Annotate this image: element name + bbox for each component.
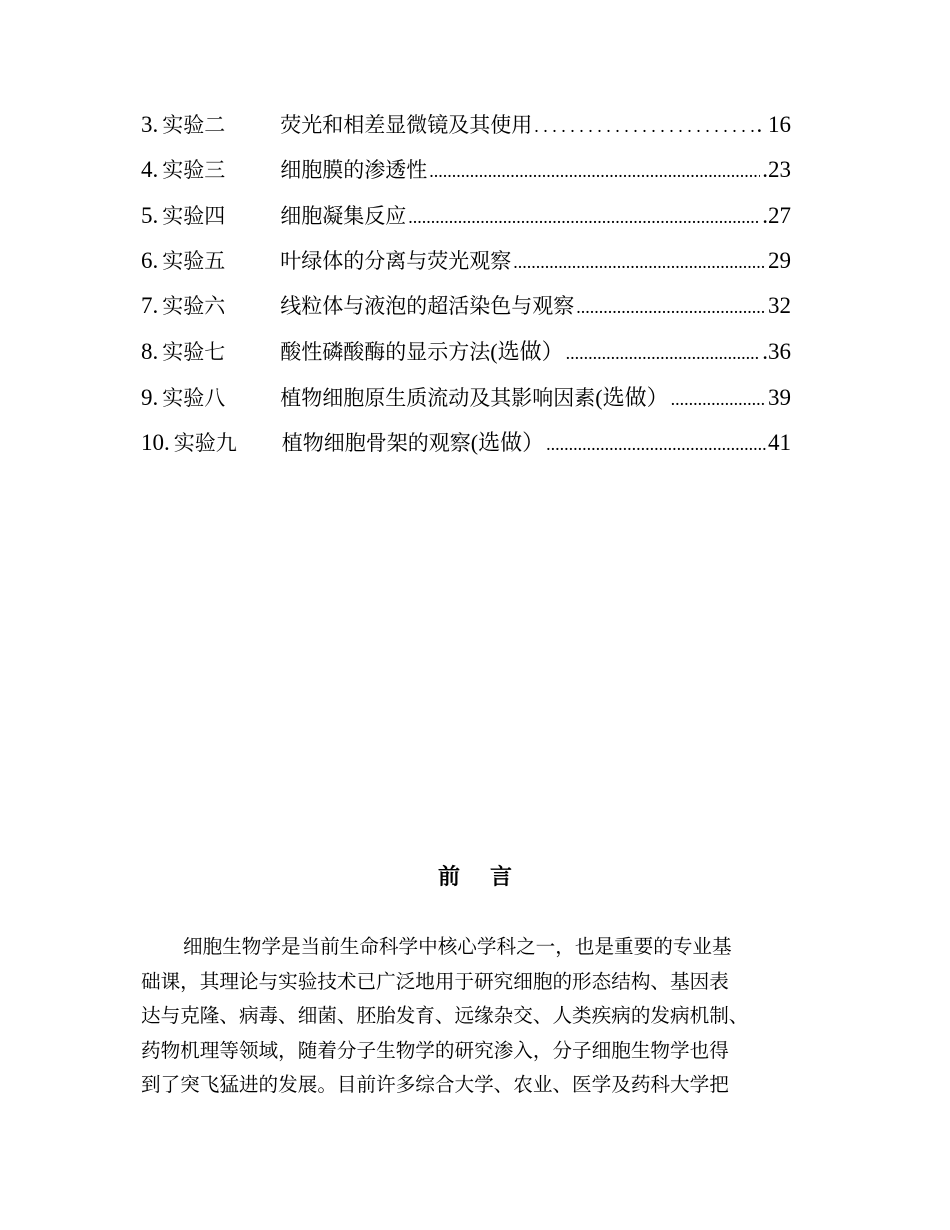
toc-entry-title: 植物细胞原生质流动及其影响因素 (280, 385, 596, 410)
preface-line: 细胞生物学是当前生命科学中核心学科之一，也是重要的专业基 (183, 935, 732, 958)
toc-entry-title: 细胞凝集反应 (280, 203, 407, 228)
toc-entry-experiment: 实验三 (162, 158, 226, 183)
toc-entry-optional-note: (选做） (470, 430, 545, 456)
toc-entry-experiment: 实验二 (162, 113, 226, 137)
toc-entry-title: 细胞膜的渗透性 (280, 158, 428, 183)
toc-entry-number: 9. (141, 384, 159, 410)
toc-entry-title: 叶绿体的分离与荧光观察 (280, 248, 512, 273)
preface-heading: 前言 (437, 865, 542, 890)
toc-entry-page: 32 (768, 293, 791, 319)
preface-paragraph (141, 930, 806, 1103)
toc-entry-number: 4. (141, 157, 159, 183)
toc-entry[interactable] (141, 245, 791, 290)
toc-entry-page: . 16 (756, 112, 791, 137)
toc-entry-experiment: 实验五 (162, 248, 226, 273)
toc-leader-dots (671, 389, 766, 410)
toc-entry-title: 荧光和相差显微镜及其使用 (280, 113, 533, 137)
toc-entry-experiment: 实验四 (162, 203, 226, 228)
toc-leader-dots (429, 161, 760, 182)
toc-entry[interactable] (141, 154, 791, 199)
toc-leader-dots (546, 434, 766, 455)
toc-entry[interactable] (141, 290, 791, 335)
toc-entry[interactable] (141, 109, 791, 154)
toc-entry-experiment: 实验九 (173, 431, 237, 456)
toc-entry-page: .23 (762, 157, 791, 183)
toc-entry-experiment: 实验七 (162, 340, 226, 365)
toc-entry-page: 39 (768, 384, 791, 410)
toc-entry-optional-note: (选做） (490, 339, 564, 365)
toc-entry[interactable] (141, 426, 791, 471)
preface-line: 达与克隆、病毒、细菌、胚胎发育、远缘杂交、人类疾病的发病机制、 (141, 1004, 749, 1028)
toc-entry[interactable] (141, 381, 791, 426)
toc-entry-number: 8. (141, 339, 159, 365)
toc-leader-dots (576, 297, 766, 318)
toc-leader-dots (408, 207, 760, 228)
toc-entry-experiment: 实验六 (162, 294, 226, 319)
toc-entry-number: 7. (141, 293, 159, 319)
toc-entry-page: .36 (762, 339, 791, 365)
toc-entry[interactable] (141, 335, 791, 380)
toc-leader-dots (566, 343, 761, 364)
toc-entry-optional-note: (选做） (595, 384, 669, 410)
toc-entry[interactable] (141, 200, 791, 245)
table-of-contents (141, 109, 791, 471)
toc-entry-page: .27 (762, 202, 791, 228)
toc-entry-number: 5. (141, 202, 159, 228)
toc-entry-number: 10. (141, 430, 170, 456)
preface-line: 础课，其理论与实验技术已广泛地用于研究细胞的形态结构、基因表 (141, 969, 729, 993)
toc-entry-page: 41 (768, 430, 791, 456)
toc-leader-dots (534, 116, 754, 137)
toc-entry-number: 6. (141, 247, 159, 273)
toc-leader-dots (513, 252, 766, 273)
toc-entry-title: 酸性磷酸酶的显示方法 (280, 340, 491, 365)
preface-line: 药物机理等领域，随着分子生物学的研究渗入，分子细胞生物学也得 (141, 1038, 729, 1062)
toc-entry-title: 线粒体与液泡的超活染色与观察 (280, 294, 575, 319)
preface-line: 到了突飞猛进的发展。目前许多综合大学、农业、医学及药科大学把 (141, 1073, 729, 1097)
toc-entry-number: 3. (141, 112, 159, 137)
toc-entry-page: 29 (768, 247, 791, 273)
toc-entry-experiment: 实验八 (162, 385, 226, 410)
toc-entry-title: 植物细胞骨架的观察 (281, 431, 471, 456)
